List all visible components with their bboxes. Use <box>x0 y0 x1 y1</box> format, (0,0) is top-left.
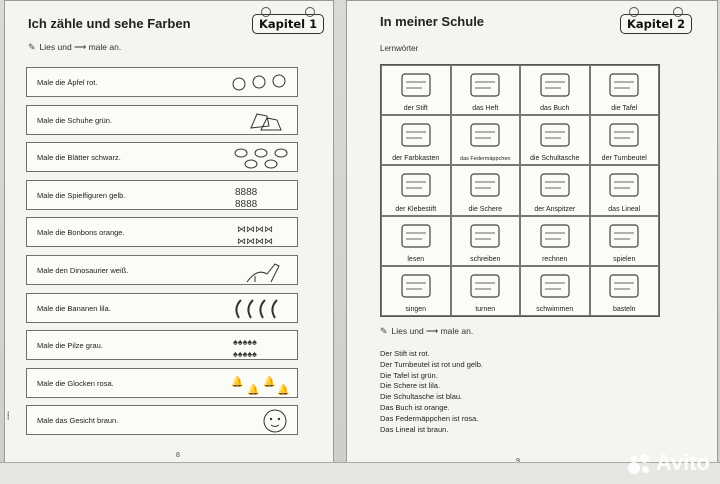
schoolbag-icon <box>535 120 575 150</box>
book-icon <box>535 70 575 100</box>
dinosaur-icon <box>227 258 291 284</box>
word-cell <box>520 216 590 266</box>
word-label: das Buch <box>540 105 570 113</box>
task-row <box>26 255 298 285</box>
word-cell <box>590 216 660 266</box>
sentence-list <box>380 349 483 435</box>
swimming-icon <box>535 271 575 301</box>
bells-icon <box>227 371 291 397</box>
word-label: schwimmen <box>536 306 574 313</box>
avito-watermark <box>628 450 710 476</box>
apples-icon <box>227 70 291 96</box>
svg-text:🔔: 🔔 <box>231 376 244 388</box>
word-label: der Turnbeutel <box>601 155 647 163</box>
svg-text:⋈⋈⋈⋈: ⋈⋈⋈⋈ <box>237 236 273 247</box>
word-label: spielen <box>613 255 636 263</box>
task-row <box>26 217 298 247</box>
reading-icon <box>396 221 436 251</box>
task-row <box>26 105 298 135</box>
candies-icon <box>227 220 291 246</box>
task-text: Male die Pilze grau. <box>37 341 103 351</box>
svg-text:8888: 8888 <box>235 186 258 198</box>
sentence-line: Die Tafel ist grün. <box>380 370 438 380</box>
writing-icon <box>465 221 505 251</box>
calculating-icon <box>535 221 575 251</box>
margin-copyright-text: ••••• <box>6 411 12 420</box>
task-row <box>26 405 298 435</box>
word-cell <box>451 115 521 165</box>
task-row <box>26 67 298 97</box>
word-label: rechnen <box>542 255 568 263</box>
word-label: schreiben <box>470 255 501 263</box>
word-label: der Klebestift <box>395 205 437 213</box>
task-row <box>26 293 298 323</box>
kapitel-2-badge: Kapitel 2 <box>620 14 692 34</box>
pencil-icon <box>396 70 436 100</box>
task-text: Male die Glocken rosa. <box>37 378 114 388</box>
word-cell <box>451 65 521 115</box>
word-cell <box>381 165 451 215</box>
svg-text:8888: 8888 <box>235 198 258 209</box>
notebook-icon <box>465 70 505 100</box>
svg-text:⋈⋈⋈⋈: ⋈⋈⋈⋈ <box>237 224 273 235</box>
word-cell <box>590 266 660 316</box>
avito-logo-icon <box>628 452 652 474</box>
lernwoerter-label: Lernwörter <box>380 44 419 53</box>
svg-text:🔔: 🔔 <box>263 376 276 388</box>
bananas-icon <box>227 296 291 322</box>
face-icon <box>227 408 291 434</box>
task-text: Male die Bonbons orange. <box>37 228 125 238</box>
word-cell <box>520 266 590 316</box>
sentence-line: Die Schultasche ist blau. <box>380 392 463 402</box>
task-text: Male den Dinosaurier weiß. <box>37 266 129 275</box>
left-instruction-text: Lies und ⟶ male an. <box>39 42 122 52</box>
scissors-icon <box>465 170 505 200</box>
word-cell <box>381 65 451 115</box>
word-label: der Stift <box>403 105 428 113</box>
task-text: Male die Blätter schwarz. <box>37 153 121 163</box>
task-text: Male die Bananen lila. <box>37 303 111 313</box>
word-cell <box>381 216 451 266</box>
svg-text:🔔: 🔔 <box>277 384 290 396</box>
task-row <box>26 368 298 398</box>
task-text: Male die Schuhe grün. <box>37 115 113 125</box>
sentence-line: Das Lineal ist braun. <box>380 424 449 434</box>
pencil-icon: ✎ <box>28 42 36 52</box>
sentence-line: Der Turnbeutel ist rot und gelb. <box>380 359 483 369</box>
word-label: das Lineal <box>608 205 641 213</box>
pencil-case-icon <box>465 120 505 150</box>
right-instruction <box>380 326 473 337</box>
leaves-icon <box>227 145 291 171</box>
sentence-line: Das Buch ist orange. <box>380 402 450 412</box>
word-label: die Schultasche <box>530 155 580 163</box>
singing-icon <box>396 271 436 301</box>
glue-stick-icon <box>396 170 436 200</box>
task-row <box>26 180 298 210</box>
word-cell <box>520 115 590 165</box>
word-cell <box>451 165 521 215</box>
word-label: singen <box>405 306 427 313</box>
word-cell <box>520 65 590 115</box>
word-label: das Federmäppchen <box>460 156 511 163</box>
task-row <box>26 142 298 172</box>
word-cell <box>590 165 660 215</box>
word-label: die Schere <box>468 205 502 213</box>
word-cell <box>520 165 590 215</box>
word-label: basteln <box>612 306 636 313</box>
task-text: Male die Äpfel rot. <box>37 78 98 87</box>
word-label: der Anspitzer <box>534 205 576 213</box>
word-label: lesen <box>407 255 425 263</box>
playing-icon <box>604 221 644 251</box>
left-instruction <box>28 42 121 53</box>
sentence-line: Das Federmäppchen ist rosa. <box>380 413 479 423</box>
board-icon <box>604 70 644 100</box>
svg-text:♠♠♠♠♠: ♠♠♠♠♠ <box>233 349 257 360</box>
right-page-title: In meiner Schule <box>380 14 485 29</box>
word-cell <box>590 115 660 165</box>
svg-text:🔔: 🔔 <box>247 384 260 396</box>
word-cell <box>451 266 521 316</box>
left-page-number: 8 <box>176 452 180 459</box>
shoes-icon <box>227 108 291 134</box>
svg-text:♠♠♠♠♠: ♠♠♠♠♠ <box>233 337 257 348</box>
margin-copyright <box>6 411 12 420</box>
kapitel-1-badge: Kapitel 1 <box>252 14 324 34</box>
game-pieces-icon <box>227 183 291 209</box>
ruler-icon <box>604 170 644 200</box>
word-label: die Tafel <box>611 105 638 113</box>
gymnastics-icon <box>465 271 505 301</box>
task-text: Male das Gesicht braun. <box>37 416 119 426</box>
word-label: turnen <box>475 306 496 313</box>
word-label: das Heft <box>472 105 499 113</box>
next-sheet-edge <box>0 462 720 484</box>
word-cell <box>381 115 451 165</box>
task-text: Male die Spielfiguren gelb. <box>37 190 126 200</box>
word-cell <box>590 65 660 115</box>
word-cell <box>381 266 451 316</box>
right-instruction-text: Lies und ⟶ male an. <box>391 326 474 336</box>
gymbag-icon <box>604 120 644 150</box>
avito-watermark-text: Avito <box>655 450 710 475</box>
paintbox-icon <box>396 120 436 150</box>
mushrooms-icon <box>227 333 291 359</box>
sentence-line: Der Stift ist rot. <box>380 349 430 358</box>
sharpener-icon <box>535 170 575 200</box>
left-page-title: Ich zähle und sehe Farben <box>28 16 191 31</box>
crafting-icon <box>604 271 644 301</box>
task-row <box>26 330 298 360</box>
pencil-icon: ✎ <box>380 326 388 336</box>
word-label: der Farbkasten <box>392 155 440 163</box>
sentence-line: Die Schere ist lila. <box>380 381 441 391</box>
word-grid <box>380 64 660 317</box>
word-cell <box>451 216 521 266</box>
